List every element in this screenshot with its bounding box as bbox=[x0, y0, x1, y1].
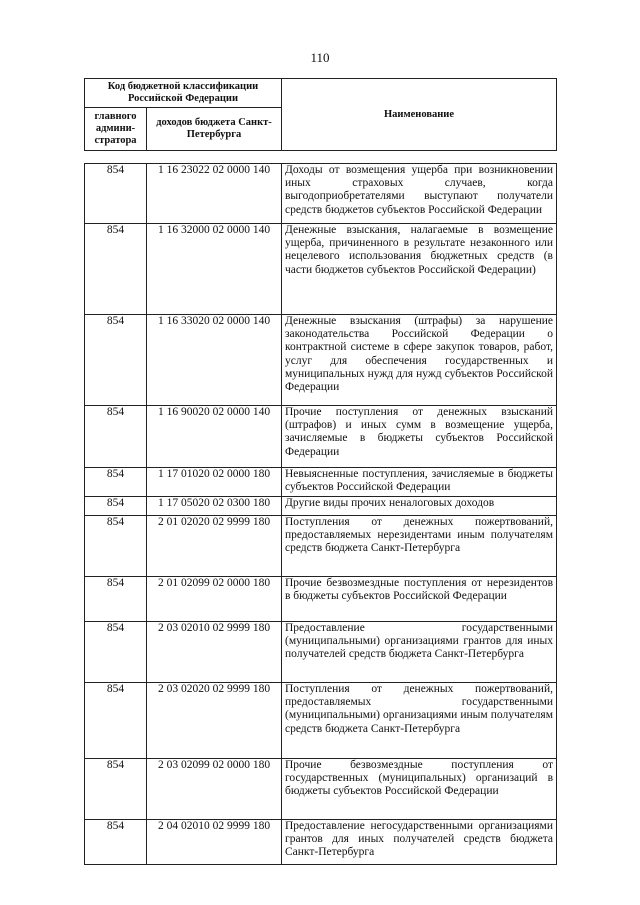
income-code-cell: 1 16 32000 02 0000 140 bbox=[147, 224, 282, 315]
income-code-cell: 1 17 05020 02 0300 180 bbox=[147, 497, 282, 516]
admin-code-cell: 854 bbox=[85, 164, 147, 224]
admin-code-cell: 854 bbox=[85, 683, 147, 759]
table-row bbox=[85, 622, 557, 683]
table-row bbox=[85, 577, 557, 622]
table-row bbox=[85, 164, 557, 224]
income-name-cell: Поступления от денежных пожертвований, предоставляемых нерезидентами иным получателям средств бюджета Санкт-Петербурга bbox=[282, 516, 557, 577]
income-name-cell: Предоставление государственными (муниципальными) организациями грантов для иных получателей средств бюджета Санкт-Петербурга bbox=[282, 622, 557, 683]
admin-column-header: главного админи-стратора bbox=[85, 108, 147, 151]
income-code-cell: 2 01 02099 02 0000 180 bbox=[147, 577, 282, 622]
name-column-header: Наименование bbox=[282, 79, 557, 151]
table-row bbox=[85, 468, 557, 497]
income-name-cell: Поступления от денежных пожертвований, предоставляемых государственными (муниципальными) организациями иным получателям средств бюджета Санкт-Петербурга bbox=[282, 683, 557, 759]
classification-table bbox=[84, 163, 557, 865]
admin-code-cell: 854 bbox=[85, 577, 147, 622]
income-name-cell: Прочие поступления от денежных взысканий (штрафов) и иных сумм в возмещение ущерба, зачисляемые в бюджеты субъектов Российской Федерации bbox=[282, 406, 557, 468]
income-name-cell: Другие виды прочих неналоговых доходов bbox=[282, 497, 557, 516]
page-number: 110 bbox=[310, 50, 330, 65]
classification-group-header: Код бюджетной классификации Российской Федерации bbox=[85, 79, 282, 108]
income-code-cell: 2 04 02010 02 9999 180 bbox=[147, 820, 282, 865]
admin-code-cell: 854 bbox=[85, 820, 147, 865]
income-code-column-header: доходов бюджета Санкт-Петербурга bbox=[147, 108, 282, 151]
table-row bbox=[85, 224, 557, 315]
income-code-cell: 1 16 33020 02 0000 140 bbox=[147, 315, 282, 406]
admin-code-cell: 854 bbox=[85, 468, 147, 497]
table-row bbox=[85, 516, 557, 577]
income-name-cell: Невыясненные поступления, зачисляемые в бюджеты субъектов Российской Федерации bbox=[282, 468, 557, 497]
table-row bbox=[85, 759, 557, 820]
income-code-cell: 2 03 02010 02 9999 180 bbox=[147, 622, 282, 683]
table-row bbox=[85, 406, 557, 468]
table-row bbox=[85, 315, 557, 406]
admin-code-cell: 854 bbox=[85, 622, 147, 683]
income-code-cell: 1 16 23022 02 0000 140 bbox=[147, 164, 282, 224]
table-row bbox=[85, 820, 557, 865]
income-code-cell: 2 01 02020 02 9999 180 bbox=[147, 516, 282, 577]
admin-code-cell: 854 bbox=[85, 315, 147, 406]
income-code-cell: 2 03 02099 02 0000 180 bbox=[147, 759, 282, 820]
income-code-cell: 1 17 01020 02 0000 180 bbox=[147, 468, 282, 497]
income-name-cell: Предоставление негосударственными организациями грантов для иных получателей средств бюджета Санкт-Петербурга bbox=[282, 820, 557, 865]
admin-code-cell: 854 bbox=[85, 516, 147, 577]
admin-code-cell: 854 bbox=[85, 759, 147, 820]
income-code-cell: 2 03 02020 02 9999 180 bbox=[147, 683, 282, 759]
income-name-cell: Доходы от возмещения ущерба при возникновении иных страховых случаев, когда выгодоприобретателями выступают получатели средств бюджетов субъектов Российской Федерации bbox=[282, 164, 557, 224]
admin-code-cell: 854 bbox=[85, 497, 147, 516]
income-name-cell: Прочие безвозмездные поступления от нерезидентов в бюджеты субъектов Российской Федерации bbox=[282, 577, 557, 622]
table-body bbox=[85, 164, 557, 865]
admin-code-cell: 854 bbox=[85, 406, 147, 468]
table-row bbox=[85, 683, 557, 759]
income-name-cell: Денежные взыскания, налагаемые в возмещение ущерба, причиненного в результате незаконного или нецелевого использования бюджетных средств (в части бюджетов субъектов Российской Федерации) bbox=[282, 224, 557, 315]
table-header bbox=[84, 78, 557, 151]
income-name-cell: Прочие безвозмездные поступления от государственных (муниципальных) организаций в бюджеты субъектов Российской Федерации bbox=[282, 759, 557, 820]
table-row bbox=[85, 497, 557, 516]
income-code-cell: 1 16 90020 02 0000 140 bbox=[147, 406, 282, 468]
income-name-cell: Денежные взыскания (штрафы) за нарушение законодательства Российской Федерации о контрактной системе в сфере закупок товаров, работ, услуг для обеспечения государственных и муниципальных нужд для нужд субъектов Российской Федерации bbox=[282, 315, 557, 406]
admin-code-cell: 854 bbox=[85, 224, 147, 315]
